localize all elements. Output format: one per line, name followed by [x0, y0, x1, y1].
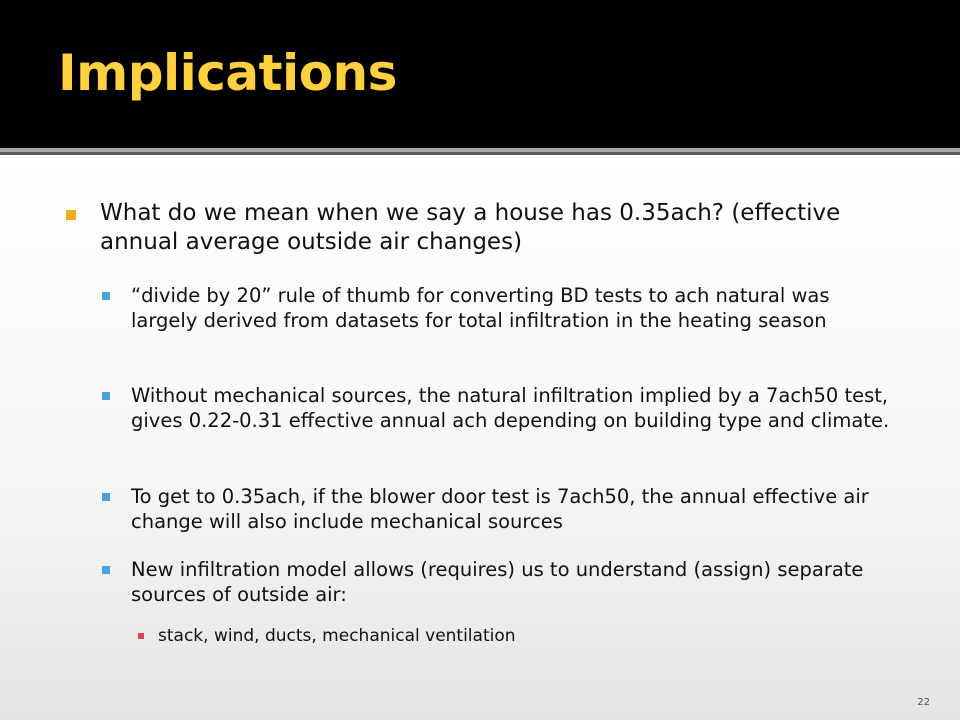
title-band [0, 0, 960, 148]
sub-bullet-text: Without mechanical sources, the natural infiltration implied by a 7ach50 test, gives 0.22-0.31 effective annual ach depending on building type and climate. [131, 384, 890, 432]
page-number: 22 [917, 697, 930, 708]
sub-bullet-item [102, 283, 902, 333]
square-bullet-icon [138, 633, 144, 639]
sub-bullet-item [102, 484, 902, 534]
sub-bullet-item [102, 383, 902, 433]
sub-sub-bullet-text: stack, wind, ducts, mechanical ventilation [158, 626, 516, 646]
square-bullet-icon [102, 392, 110, 400]
bullet-text: What do we mean when we say a house has 0.35ach? (effective annual average outside air changes) [100, 200, 841, 255]
slide-title: Implications [58, 44, 397, 102]
sub-bullet-text: “divide by 20” rule of thumb for converting BD tests to ach natural was largely derived from datasets for total infiltration in the heating season [131, 284, 830, 332]
sub-bullet-text: New infiltration model allows (requires) us to understand (assign) separate sources of outside air: [131, 558, 864, 606]
bullet-item [66, 199, 896, 257]
sub-bullet-text: To get to 0.35ach, if the blower door test is 7ach50, the annual effective air change will also include mechanical sources [131, 485, 869, 533]
square-bullet-icon [102, 493, 110, 501]
square-bullet-icon [66, 210, 76, 220]
square-bullet-icon [102, 292, 110, 300]
square-bullet-icon [102, 566, 110, 574]
sub-sub-bullet-item [138, 625, 898, 647]
sub-bullet-item [102, 557, 902, 607]
